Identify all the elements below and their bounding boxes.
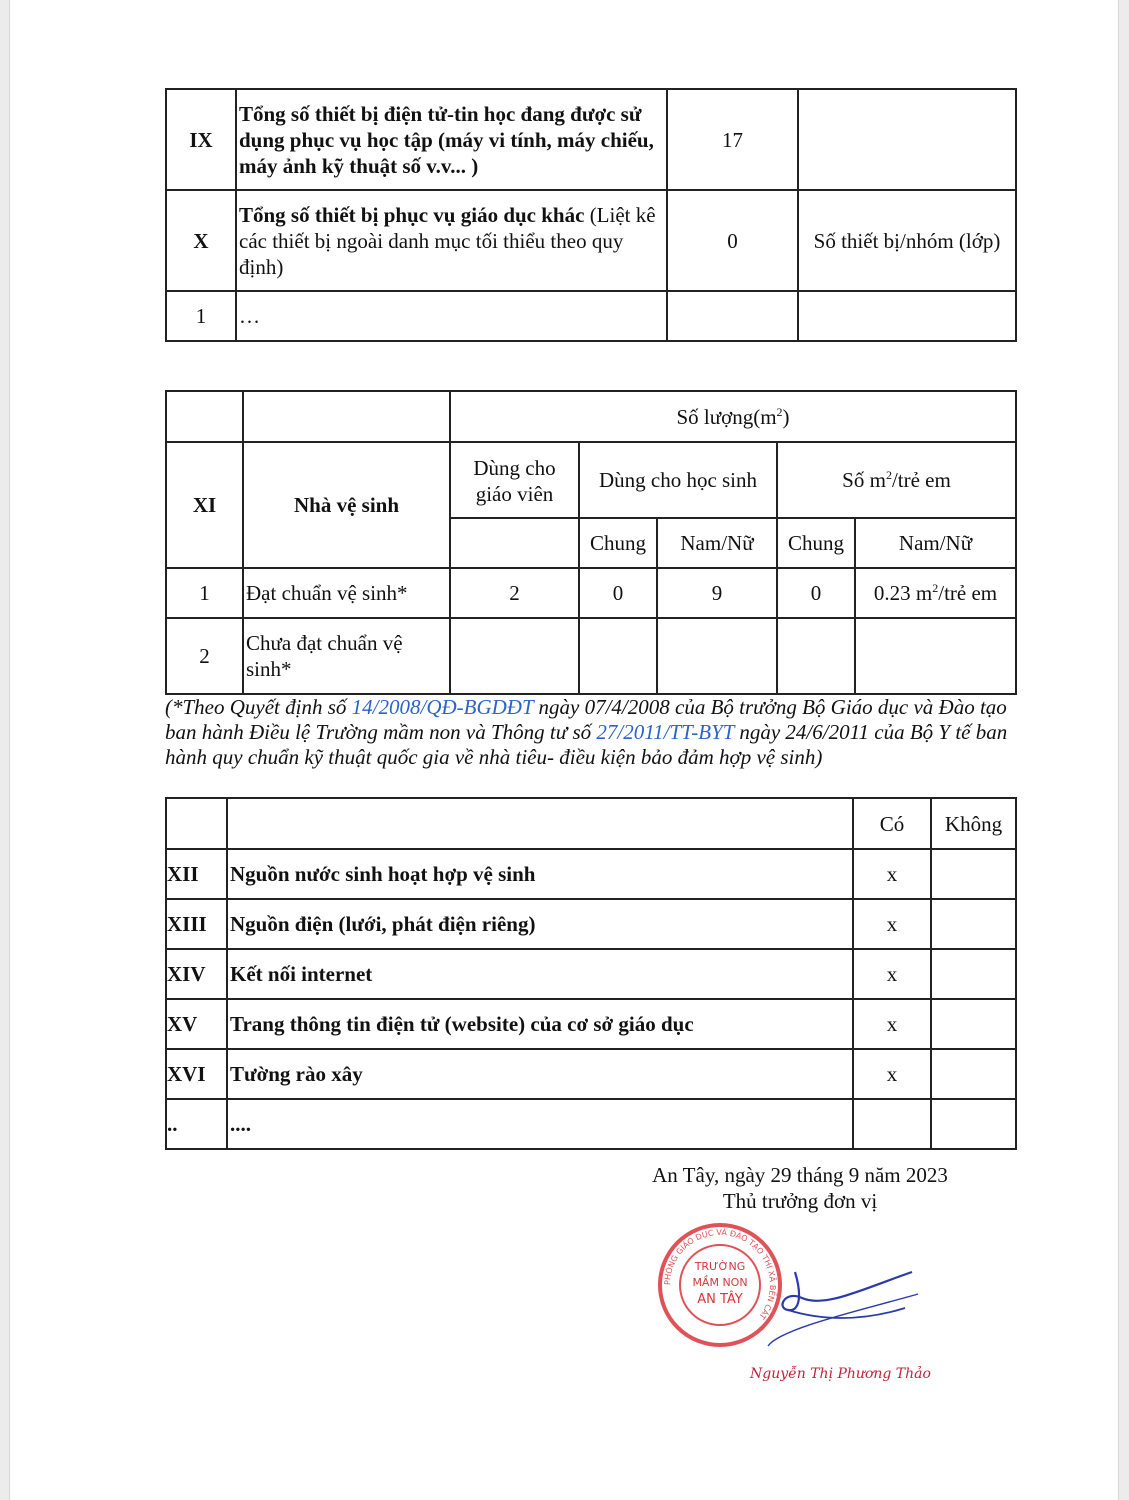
table-header-row — [166, 798, 1016, 849]
common-value: 0 — [579, 568, 657, 618]
table-row — [166, 89, 1016, 190]
row-value: 0 — [667, 190, 798, 291]
teacher-value: 2 — [450, 568, 579, 618]
row-number: 2 — [166, 618, 243, 694]
svg-text:TRƯỜNG: TRƯỜNG — [694, 1260, 746, 1273]
teacher-column-header: Dùng cho giáo viên — [450, 442, 579, 518]
row-number: .. — [166, 1099, 227, 1149]
yes-mark: x — [853, 999, 931, 1049]
circular-link[interactable]: 27/2011/TT-BYT — [596, 720, 735, 744]
no-mark — [931, 899, 1016, 949]
row-number: XV — [166, 999, 227, 1049]
row-note — [798, 291, 1016, 341]
table-row — [166, 849, 1016, 899]
table-row — [166, 1049, 1016, 1099]
row-number: XII — [166, 849, 227, 899]
table-row — [166, 190, 1016, 291]
row-label: .... — [227, 1099, 853, 1149]
subheader-gender: Nam/Nữ — [855, 518, 1016, 568]
row-label: Chưa đạt chuẩn vệ sinh* — [243, 618, 450, 694]
row-number: X — [166, 190, 236, 291]
no-column-header: Không — [931, 798, 1016, 849]
row-number: XVI — [166, 1049, 227, 1099]
common-value — [579, 618, 657, 694]
per-child-column-header: Số $m^2$/trẻ em — [777, 442, 1016, 518]
no-mark — [931, 849, 1016, 899]
per-child-value: 0.23 $m^2$/trẻ em — [855, 568, 1016, 618]
facilities-table — [165, 797, 1017, 1150]
no-mark — [931, 949, 1016, 999]
row-label: Nguồn nước sinh hoạt hợp vệ sinh — [227, 849, 853, 899]
row-label: Đạt chuẩn vệ sinh* — [243, 568, 450, 618]
svg-text:AN TÂY: AN TÂY — [697, 1292, 743, 1307]
svg-text:Nguyễn Thị Phương Thảo: Nguyễn Thị Phương Thảo — [750, 1366, 931, 1382]
table-header-row — [166, 391, 1016, 442]
student-column-header: Dùng cho học sinh — [579, 442, 777, 518]
footnote: (*Theo Quyết định số 14/2008/QĐ-BGDĐT ngày 07/4/2008 của Bộ trưởng Bộ Giáo dục và Đào tạo ban hành Điều lệ Trường mầm non và Thông tư số 27/2011/TT-BYT ngày 24/6/2011 của Bộ Y tế ban hành quy chuẩn kỹ thuật quốc gia về nhà tiêu- điều kiện bảo đảm hợp vệ sinh) — [165, 695, 1008, 769]
row-label: Tường rào xây — [227, 1049, 853, 1099]
row-number: XIV — [166, 949, 227, 999]
svg-text:PHÒNG GIÁO DỤC VÀ ĐÀO TẠO THỊ: PHÒNG GIÁO DỤC VÀ ĐÀO TẠO THỊ XÃ BẾN CÁT — [662, 1227, 778, 1321]
subheader-gender: Nam/Nữ — [657, 518, 777, 568]
gender-value — [657, 618, 777, 694]
table-row — [166, 1099, 1016, 1149]
row-number: IX — [166, 89, 236, 190]
no-mark — [931, 1049, 1016, 1099]
row-number: 1 — [166, 568, 243, 618]
row-number: 1 — [166, 291, 236, 341]
row-label: Kết nối internet — [227, 949, 853, 999]
row-note — [798, 89, 1016, 190]
per-child-value — [855, 618, 1016, 694]
yes-column-header: Có — [853, 798, 931, 849]
table-header-row — [166, 442, 1016, 518]
equipment-table — [165, 88, 1017, 342]
no-mark — [931, 1099, 1016, 1149]
signature-date: An Tây, ngày 29 tháng 9 năm 2023 — [652, 1163, 948, 1187]
section-number: XI — [166, 442, 243, 568]
row-label: Nguồn điện (lưới, phát điện riêng) — [227, 899, 853, 949]
section-title: Nhà vệ sinh — [243, 442, 450, 568]
row-label: Tổng số thiết bị phục vụ giáo dục khác (Liệt kê các thiết bị ngoài danh mục tối thiểu theo quy định) — [236, 190, 667, 291]
quantity-header: Số $lượng(m^2)$ — [450, 391, 1016, 442]
toilet-table — [165, 390, 1017, 695]
no-mark — [931, 999, 1016, 1049]
subheader-common: Chung — [777, 518, 855, 568]
decision-link[interactable]: 14/2008/QĐ-BGDĐT — [351, 695, 534, 719]
yes-mark: x — [853, 899, 931, 949]
row-label: Tổng số thiết bị điện tử-tin học đang được sử dụng phục vụ học tập (máy vi tính, máy chiếu, máy ảnh kỹ thuật số v.v... ) — [236, 89, 667, 190]
table-row — [166, 568, 1016, 618]
row-value — [667, 291, 798, 341]
gender-value: 9 — [657, 568, 777, 618]
svg-text:MẦM NON: MẦM NON — [692, 1276, 748, 1289]
table-row — [166, 291, 1016, 341]
table-row — [166, 618, 1016, 694]
common2-value: 0 — [777, 568, 855, 618]
row-value: 17 — [667, 89, 798, 190]
yes-mark — [853, 1099, 931, 1149]
row-note: Số thiết bị/nhóm (lớp) — [798, 190, 1016, 291]
row-label: … — [236, 291, 667, 341]
common2-value — [777, 618, 855, 694]
handwritten-signature-icon — [740, 1250, 940, 1390]
page-frame-right — [1118, 0, 1129, 1500]
teacher-value — [450, 618, 579, 694]
signature-title: Thủ trưởng đơn vị — [722, 1189, 878, 1213]
yes-mark: x — [853, 1049, 931, 1099]
table-row — [166, 899, 1016, 949]
page-frame-left — [0, 0, 10, 1500]
row-label: Trang thông tin điện tử (website) của cơ sở giáo dục — [227, 999, 853, 1049]
yes-mark: x — [853, 949, 931, 999]
table-row — [166, 999, 1016, 1049]
table-row — [166, 949, 1016, 999]
row-number: XIII — [166, 899, 227, 949]
yes-mark: x — [853, 849, 931, 899]
subheader-common: Chung — [579, 518, 657, 568]
